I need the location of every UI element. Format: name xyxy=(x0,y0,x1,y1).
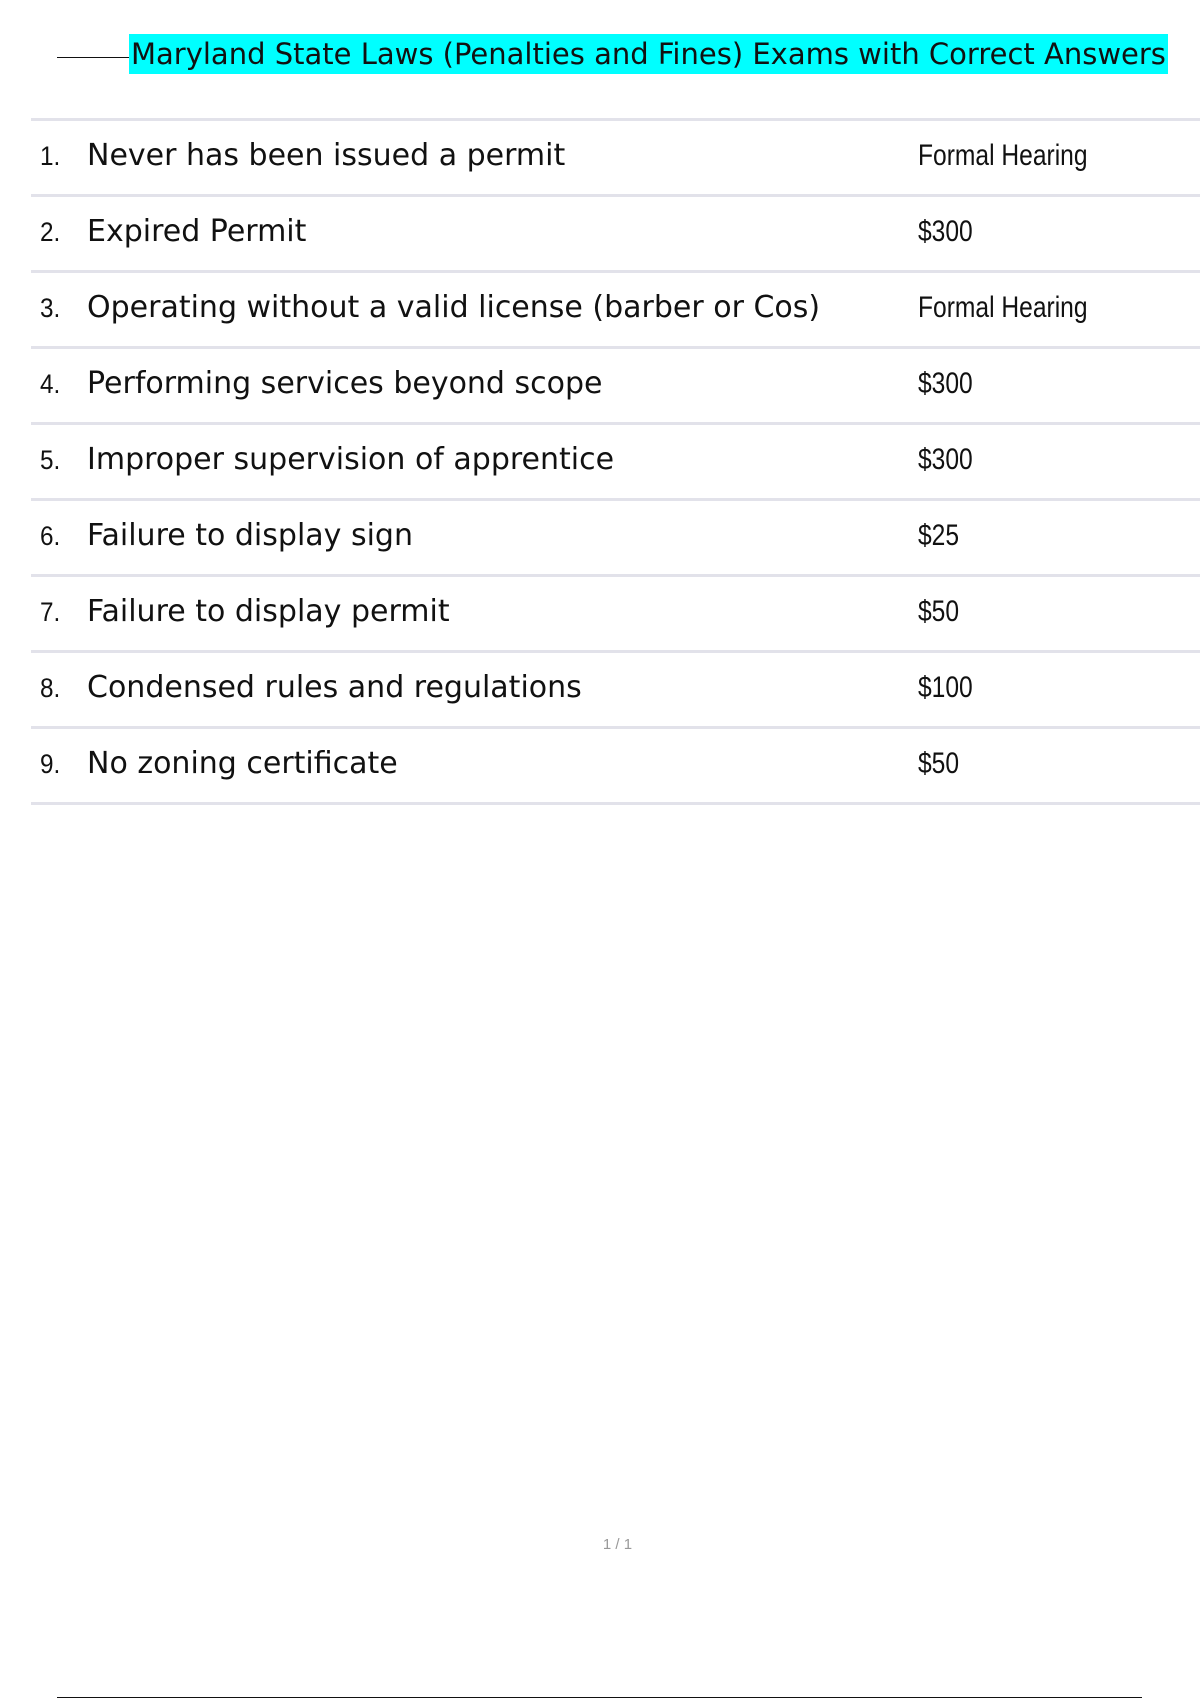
table-row xyxy=(31,197,1200,273)
page-number: 1 / 1 xyxy=(602,1536,633,1553)
question-number: 1. xyxy=(40,141,61,171)
answer-text: Formal Hearing xyxy=(918,139,1088,172)
question-text: No zoning certificate xyxy=(87,746,398,781)
table-row xyxy=(31,729,1200,805)
table-row xyxy=(31,577,1200,653)
question-number: 6. xyxy=(40,521,61,551)
question-text: Expired Permit xyxy=(87,214,307,249)
answer-text: $300 xyxy=(918,367,973,400)
answer-text: Formal Hearing xyxy=(918,291,1088,324)
document-title-block xyxy=(57,32,1168,76)
answer-text: $300 xyxy=(918,443,973,476)
question-number: 4. xyxy=(40,369,61,399)
answer-text: $25 xyxy=(918,519,960,552)
table-row xyxy=(31,425,1200,501)
question-text: Operating without a valid license (barber or Cos) xyxy=(87,290,821,325)
question-text: Failure to display permit xyxy=(87,594,450,629)
table-row xyxy=(31,349,1200,425)
question-text: Performing services beyond scope xyxy=(87,366,603,401)
qa-table xyxy=(31,118,1200,805)
table-row xyxy=(31,121,1200,197)
answer-text: $50 xyxy=(918,747,960,780)
table-row xyxy=(31,653,1200,729)
answer-text: $50 xyxy=(918,595,960,628)
footer-rule-line xyxy=(57,1697,1142,1698)
question-number: 5. xyxy=(40,445,61,475)
question-number: 8. xyxy=(40,673,61,703)
table-row xyxy=(31,273,1200,349)
question-text: Failure to display sign xyxy=(87,518,413,553)
question-text: Improper supervision of apprentice xyxy=(87,442,615,477)
document-title: Maryland State Laws (Penalties and Fines) Exams with Correct Answers xyxy=(129,34,1168,74)
title-rule-line xyxy=(57,57,129,58)
answer-text: $100 xyxy=(918,671,973,704)
question-text: Never has been issued a permit xyxy=(87,138,566,173)
table-row xyxy=(31,501,1200,577)
question-text: Condensed rules and regulations xyxy=(87,670,582,705)
question-number: 3. xyxy=(40,293,61,323)
question-number: 2. xyxy=(40,217,61,247)
answer-text: $300 xyxy=(918,215,973,248)
question-number: 9. xyxy=(40,749,61,779)
question-number: 7. xyxy=(40,597,61,627)
